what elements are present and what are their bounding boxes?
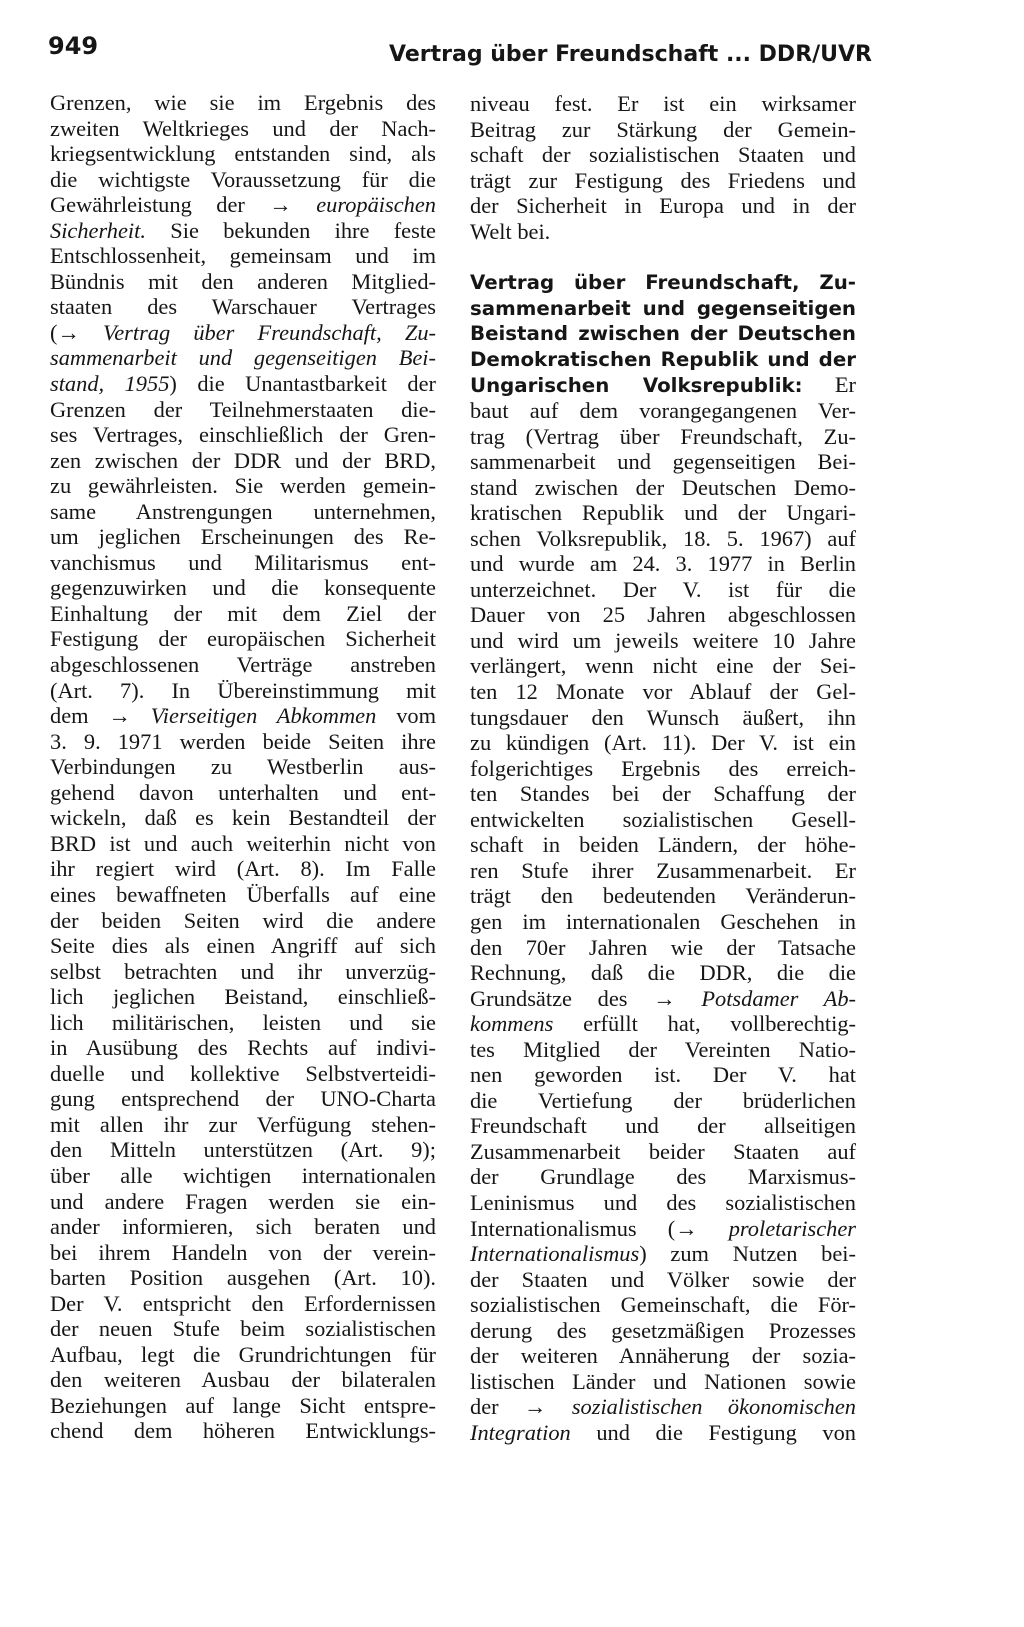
text-line: derung des gesetzmäßigen Prozesses [470, 1317, 856, 1343]
text-line: gen im internationalen Geschehen in [470, 908, 856, 934]
text-segment: dem → [50, 703, 151, 729]
cross-reference-italic: kommens [470, 1011, 554, 1037]
text-line: selbst betrachten und ihr unverzüg- [50, 958, 436, 984]
text-line: chend dem höheren Entwicklungs- [50, 1418, 436, 1444]
text-line: zu kündigen (Art. 11). Der V. ist ein [470, 730, 856, 756]
entry-heading-line: Demokratischen Republik und der [470, 347, 856, 371]
text-line: und wird um jeweils weitere 10 Jahre [470, 627, 856, 653]
right-column [470, 91, 856, 1445]
text-line: über alle wichtigen internationalen [50, 1162, 436, 1188]
text-line: wickeln, daß es kein Bestandteil der [50, 805, 436, 831]
text-line: und wurde am 24. 3. 1977 in Berlin [470, 551, 856, 577]
text-line [50, 320, 436, 346]
entry-heading-line: sammenarbeit und gegenseitigen [470, 296, 856, 320]
text-line: sammenarbeit und gegenseitigen Bei- [470, 449, 856, 475]
text-line [470, 1216, 856, 1242]
text-line: der Grundlage des Marxismus- [470, 1164, 856, 1190]
text-line: schaft in beiden Ländern, der höhe- [470, 832, 856, 858]
text-line: die wichtigste Voraussetzung für die [50, 166, 436, 192]
entry-body [470, 398, 856, 1445]
text-line: Grenzen, wie sie im Ergebnis des [50, 90, 436, 115]
text-line: schaft der sozialistischen Staaten und [470, 142, 856, 168]
text-line: Beziehungen auf lange Sicht entspre- [50, 1392, 436, 1418]
cross-reference-italic: sammenarbeit und gegenseitigen Bei- [50, 345, 436, 371]
text-line: der neuen Stufe beim sozialistischen [50, 1316, 436, 1342]
text-line: 3. 9. 1971 werden beide Seiten ihre [50, 728, 436, 754]
text-line: vanchismus und Militarismus ent- [50, 549, 436, 575]
page-header [0, 0, 1024, 90]
entry-heading-rest: Er [802, 372, 856, 398]
text-segment: Gewährleistung der → [50, 192, 317, 218]
text-line [50, 345, 436, 371]
text-line: BRD ist und auch weiterhin nicht von [50, 830, 436, 856]
text-line: trag (Vertrag über Freundschaft, Zu- [470, 423, 856, 449]
text-line: abgeschlossenen Verträge anstreben [50, 652, 436, 678]
text-line: staaten des Warschauer Vertrages [50, 294, 436, 320]
text-line: listischen Länder und Nationen sowie [470, 1368, 856, 1394]
running-head: Vertrag über Freundschaft ... DDR/UVR [389, 42, 872, 67]
cross-reference-italic: stand, 1955 [50, 371, 170, 397]
text-line: lich jeglichen Beistand, einschließ- [50, 984, 436, 1010]
text-line: die Vertiefung der brüderlichen [470, 1087, 856, 1113]
text-line: Bündnis mit den anderen Mitglied- [50, 268, 436, 294]
text-line: und andere Fragen werden sie ein- [50, 1188, 436, 1214]
text-line: gegenzuwirken und die konsequente [50, 575, 436, 601]
text-segment: ) zum Nutzen bei- [639, 1241, 856, 1267]
text-line: Zusammenarbeit beider Staaten auf [470, 1138, 856, 1164]
cross-reference-italic: Integration [470, 1419, 571, 1445]
text-segment: ) die Unantastbarkeit der [169, 371, 437, 397]
text-line: trägt zur Festigung des Friedens und [470, 167, 856, 193]
text-line: tungsdauer den Wunsch äußert, ihn [470, 704, 856, 730]
text-line: der weiteren Annäherung der sozia- [470, 1343, 856, 1369]
cross-reference-italic: sozialistischen ökonomischen [571, 1394, 856, 1420]
text-line: schen Volksrepublik, 18. 5. 1967) auf [470, 525, 856, 551]
cross-reference-italic: Vertrag über Freundschaft, Zu- [103, 319, 436, 345]
continuation-paragraph [470, 91, 856, 244]
text-line: Entschlossenheit, gemeinsam und im [50, 243, 436, 269]
text-line: Leninismus und des sozialistischen [470, 1189, 856, 1215]
text-line: stand zwischen der Deutschen Demo- [470, 474, 856, 500]
cross-reference-italic: Sicherheit. [50, 217, 146, 243]
text-line: ander informieren, sich beraten und [50, 1214, 436, 1240]
text-line: entwickelten sozialistischen Gesell- [470, 806, 856, 832]
text-line: zu gewährleisten. Sie werden gemein- [50, 473, 436, 499]
text-line: um jeglichen Erscheinungen des Re- [50, 524, 436, 550]
text-line: gehend davon unterhalten und ent- [50, 779, 436, 805]
text-line: ren Stufe ihrer Zusammenarbeit. Er [470, 857, 856, 883]
text-segment: der → [470, 1394, 572, 1420]
text-line: (Art. 7). In Übereinstimmung mit [50, 677, 436, 703]
text-line: ihr regiert wird (Art. 8). Im Falle [50, 856, 436, 882]
text-line: kriegsentwicklung entstanden sind, als [50, 141, 436, 167]
text-segment: erfüllt hat, vollberechtig- [553, 1011, 856, 1037]
text-line [470, 986, 856, 1012]
text-line: den weiteren Ausbau der bilateralen [50, 1367, 436, 1393]
text-line: Beitrag zur Stärkung der Gemein- [470, 116, 856, 142]
text-line [50, 703, 436, 729]
text-line: niveau fest. Er ist ein wirksamer [470, 91, 856, 116]
text-line [470, 1241, 856, 1267]
text-line [50, 192, 436, 218]
text-line: zweiten Weltkrieges und der Nach- [50, 115, 436, 141]
text-line: in Ausübung des Rechts auf indivi- [50, 1035, 436, 1061]
text-segment: Grundsätze des → [470, 985, 702, 1011]
text-line: lich militärischen, leisten und sie [50, 1009, 436, 1035]
entry-heading [470, 270, 856, 372]
cross-reference-italic: Internationalismus [470, 1241, 640, 1267]
text-line: unterzeichnet. Der V. ist für die [470, 576, 856, 602]
text-line: der Staaten und Völker sowie der [470, 1266, 856, 1292]
text-line: den Mitteln unterstützen (Art. 9); [50, 1137, 436, 1163]
text-line [470, 1420, 856, 1446]
text-line [50, 371, 436, 397]
text-line: zen zwischen der DDR und der BRD, [50, 447, 436, 473]
text-line: der Sicherheit in Europa und in der [470, 193, 856, 219]
text-line: eines bewaffneten Überfalls auf eine [50, 881, 436, 907]
text-line: Aufbau, legt die Grundrichtungen für [50, 1341, 436, 1367]
text-line: tes Mitglied der Vereinten Natio- [470, 1036, 856, 1062]
left-column [50, 90, 436, 1444]
text-line: den 70er Jahren wie der Tatsache [470, 934, 856, 960]
text-line: bei ihrem Handeln von der verein- [50, 1239, 436, 1265]
text-line: ses Vertrages, einschließlich der Gren- [50, 422, 436, 448]
cross-reference-italic: europäischen [316, 192, 436, 218]
entry-heading-bold: Ungarischen Volksrepublik: [470, 374, 803, 398]
text-line: sozialistischen Gemeinschaft, die För- [470, 1292, 856, 1318]
text-line: Verbindungen zu Westberlin aus- [50, 754, 436, 780]
text-line: ten 12 Monate vor Ablauf der Gel- [470, 679, 856, 705]
entry-heading-last-line [470, 372, 856, 398]
entry-heading-line: Vertrag über Freundschaft, Zu- [470, 271, 856, 295]
text-line: nen geworden ist. Der V. hat [470, 1062, 856, 1088]
text-line [470, 1011, 856, 1037]
text-line: ten Standes bei der Schaffung der [470, 781, 856, 807]
text-segment: und die Festigung von [570, 1419, 856, 1445]
text-line: trägt den bedeutenden Veränderun- [470, 883, 856, 909]
text-line: duelle und kollektive Selbstverteidi- [50, 1060, 436, 1086]
text-segment: Internationalismus (→ [470, 1215, 729, 1241]
text-line: Welt bei. [470, 218, 551, 244]
text-line: same Anstrengungen unternehmen, [50, 498, 436, 524]
page-number: 949 [48, 32, 99, 60]
text-line: verlängert, wenn nicht eine der Sei- [470, 653, 856, 679]
encyclopedia-entry [470, 270, 856, 1445]
text-line: Freundschaft und der allseitigen [470, 1113, 856, 1139]
cross-reference-italic: Vierseitigen Abkommen [150, 703, 377, 729]
cross-reference-italic: Potsdamer Ab- [701, 985, 856, 1011]
text-line: Dauer von 25 Jahren abgeschlossen [470, 602, 856, 628]
text-segment: Sie bekunden ihre feste [145, 217, 436, 243]
text-segment: (→ [50, 319, 104, 345]
text-line: Der V. entspricht den Erfordernissen [50, 1290, 436, 1316]
text-line [470, 1394, 856, 1420]
text-line: gung entsprechend der UNO-Charta [50, 1086, 436, 1112]
cross-reference-italic: proletarischer [728, 1215, 856, 1241]
text-line: barten Position ausgehen (Art. 10). [50, 1265, 436, 1291]
text-line: kratischen Republik und der Ungari- [470, 500, 856, 526]
text-line: mit allen ihr zur Verfügung stehen- [50, 1111, 436, 1137]
text-line: folgerichtiges Ergebnis des erreich- [470, 755, 856, 781]
text-line: Festigung der europäischen Sicherheit [50, 626, 436, 652]
text-line [50, 218, 436, 244]
entry-heading-line: Beistand zwischen der Deutschen [470, 322, 856, 346]
text-line: Einhaltung der mit dem Ziel der [50, 600, 436, 626]
text-segment: vom [376, 703, 436, 729]
text-line: der beiden Seiten wird die andere [50, 907, 436, 933]
text-line: baut auf dem vorangegangenen Ver- [470, 398, 856, 424]
text-line: Seite dies als einen Angriff auf sich [50, 933, 436, 959]
text-line: Rechnung, daß die DDR, die die [470, 960, 856, 986]
text-line: Grenzen der Teilnehmerstaaten die- [50, 396, 436, 422]
